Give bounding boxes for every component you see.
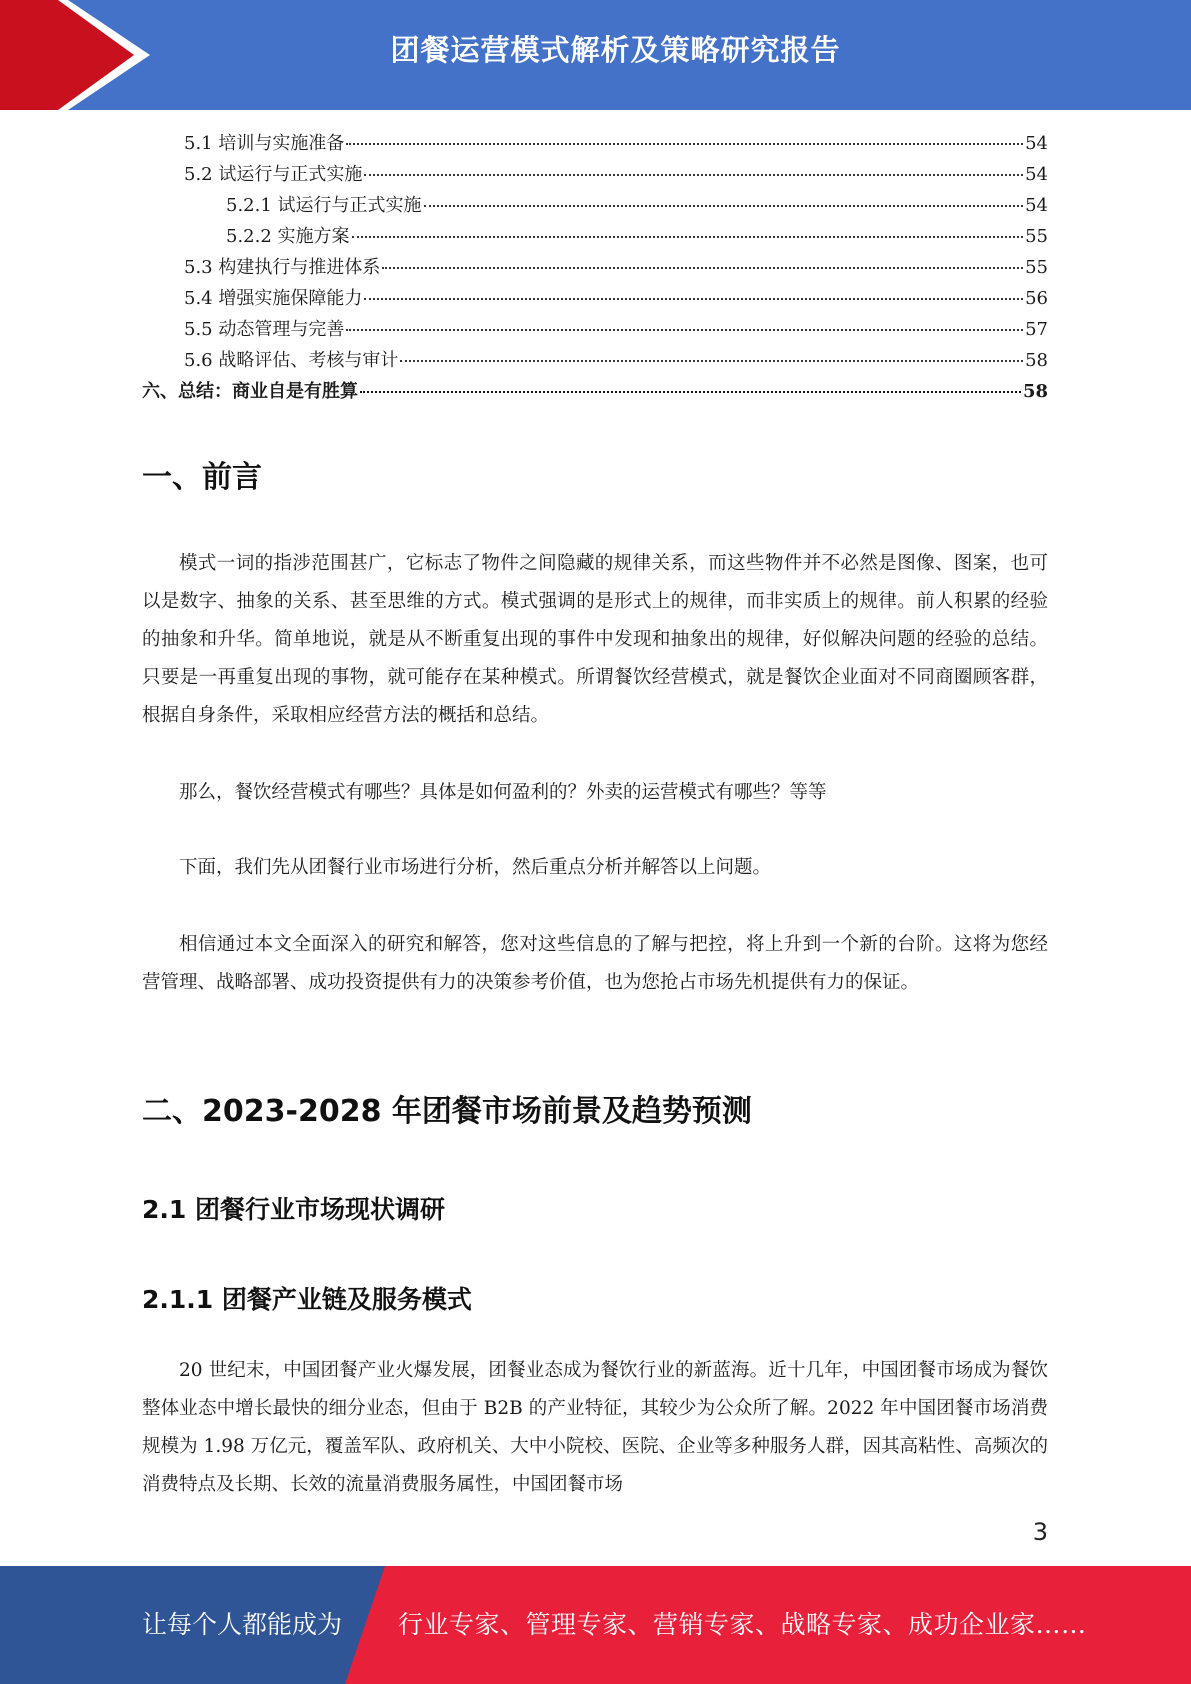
report-title: 团餐运营模式解析及策略研究报告 [390, 33, 841, 67]
toc-leader-dots [346, 329, 1023, 331]
toc-entry[interactable] [142, 345, 1048, 376]
toc-leader-dots [424, 205, 1024, 207]
toc-entry-label: 5.5 动态管理与完善 [184, 319, 345, 340]
toc-leader-dots [364, 298, 1023, 300]
body-paragraph: 20 世纪末，中国团餐产业火爆发展，团餐业态成为餐饮行业的新蓝海。近十几年，中国团餐市场成为餐饮整体业态中增长最快的细分业态，但由于 B2B 的产业特征，其较少为公众所了解。2022 年中国团餐市场消费规模为 1.98 万亿元，覆盖军队、政府机关、大中小院校、医院、企业等多种服务人群，因其高粘性、高频次的消费特点及长期、长效的流量消费服务属性，中国团餐市场 [142, 1360, 1048, 1495]
toc-entry-label: 5.2.2 实施方案 [226, 226, 350, 247]
body-paragraph: 模式一词的指涉范围甚广，它标志了物件之间隐藏的规律关系，而这些物件并不必然是图像、图案，也可以是数字、抽象的关系、甚至思维的方式。模式强调的是形式上的规律，而非实质上的规律。前人积累的经验的抽象和升华。简单地说，就是从不断重复出现的事件中发现和抽象出的规律，好似解决问题的经验的总结。只要是一再重复出现的事物，就可能存在某种模式。所谓餐饮经营模式，就是餐饮企业面对不同商圈顾客群，根据自身条件，采取相应经营方法的概括和总结。 [142, 553, 1048, 726]
table-of-contents [142, 128, 1048, 407]
toc-entry[interactable] [142, 314, 1048, 345]
toc-entry-page: 57 [1025, 319, 1048, 340]
section-heading-market-outlook: 二、2023-2028 年团餐市场前景及趋势预测 [142, 1094, 752, 1129]
toc-entry-label: 六、总结：商业自是有胜算 [142, 381, 358, 402]
toc-entry-label: 5.2.1 试运行与正式实施 [226, 195, 422, 216]
toc-leader-dots [364, 174, 1023, 176]
body-paragraph: 那么，餐饮经营模式有哪些？具体是如何盈利的？外卖的运营模式有哪些？等等 [179, 782, 827, 803]
footer-slogan-left: 让每个人都能成为 [142, 1610, 343, 1639]
toc-entry-label: 5.3 构建执行与推进体系 [184, 257, 381, 278]
toc-entry[interactable] [142, 283, 1048, 314]
toc-entry-page: 54 [1025, 164, 1048, 185]
page-header [0, 0, 1191, 110]
toc-entry[interactable] [142, 190, 1048, 221]
body-paragraph: 相信通过本文全面深入的研究和解答，您对这些信息的了解与把控，将上升到一个新的台阶。这将为您经营管理、战略部署、成功投资提供有力的决策参考价值，也为您抢占市场先机提供有力的保证。 [142, 934, 1048, 993]
toc-entry[interactable] [142, 159, 1048, 190]
toc-entry[interactable] [142, 252, 1048, 283]
page-footer [0, 1566, 1191, 1684]
toc-entry-page: 58 [1022, 381, 1048, 402]
toc-entry-page: 54 [1025, 195, 1048, 216]
toc-entry-chapter[interactable] [142, 376, 1048, 407]
toc-leader-dots [382, 267, 1023, 269]
toc-entry-page: 58 [1025, 350, 1048, 371]
subsection-heading: 2.1 团餐行业市场现状调研 [142, 1195, 445, 1224]
toc-entry-page: 55 [1025, 257, 1048, 278]
subsection-heading: 2.1.1 团餐产业链及服务模式 [142, 1285, 472, 1314]
toc-entry-label: 5.6 战略评估、考核与审计 [184, 350, 399, 371]
toc-leader-dots [346, 143, 1023, 145]
footer-slogan-right: 行业专家、管理专家、营销专家、战略专家、成功企业家…… [398, 1610, 1087, 1639]
toc-leader-dots [360, 391, 1021, 393]
toc-entry-page: 55 [1025, 226, 1048, 247]
page-number: 3 [1032, 1518, 1048, 1546]
toc-entry-label: 5.1 培训与实施准备 [184, 133, 345, 154]
toc-leader-dots [352, 236, 1024, 238]
section-heading-preface: 一、前言 [142, 460, 262, 495]
toc-leader-dots [400, 360, 1023, 362]
toc-entry[interactable] [142, 128, 1048, 159]
toc-entry-page: 54 [1025, 133, 1048, 154]
toc-entry-label: 5.2 试运行与正式实施 [184, 164, 363, 185]
body-paragraph: 下面，我们先从团餐行业市场进行分析，然后重点分析并解答以上问题。 [179, 857, 772, 878]
toc-entry-page: 56 [1025, 288, 1048, 309]
toc-entry[interactable] [142, 221, 1048, 252]
toc-entry-label: 5.4 增强实施保障能力 [184, 288, 363, 309]
